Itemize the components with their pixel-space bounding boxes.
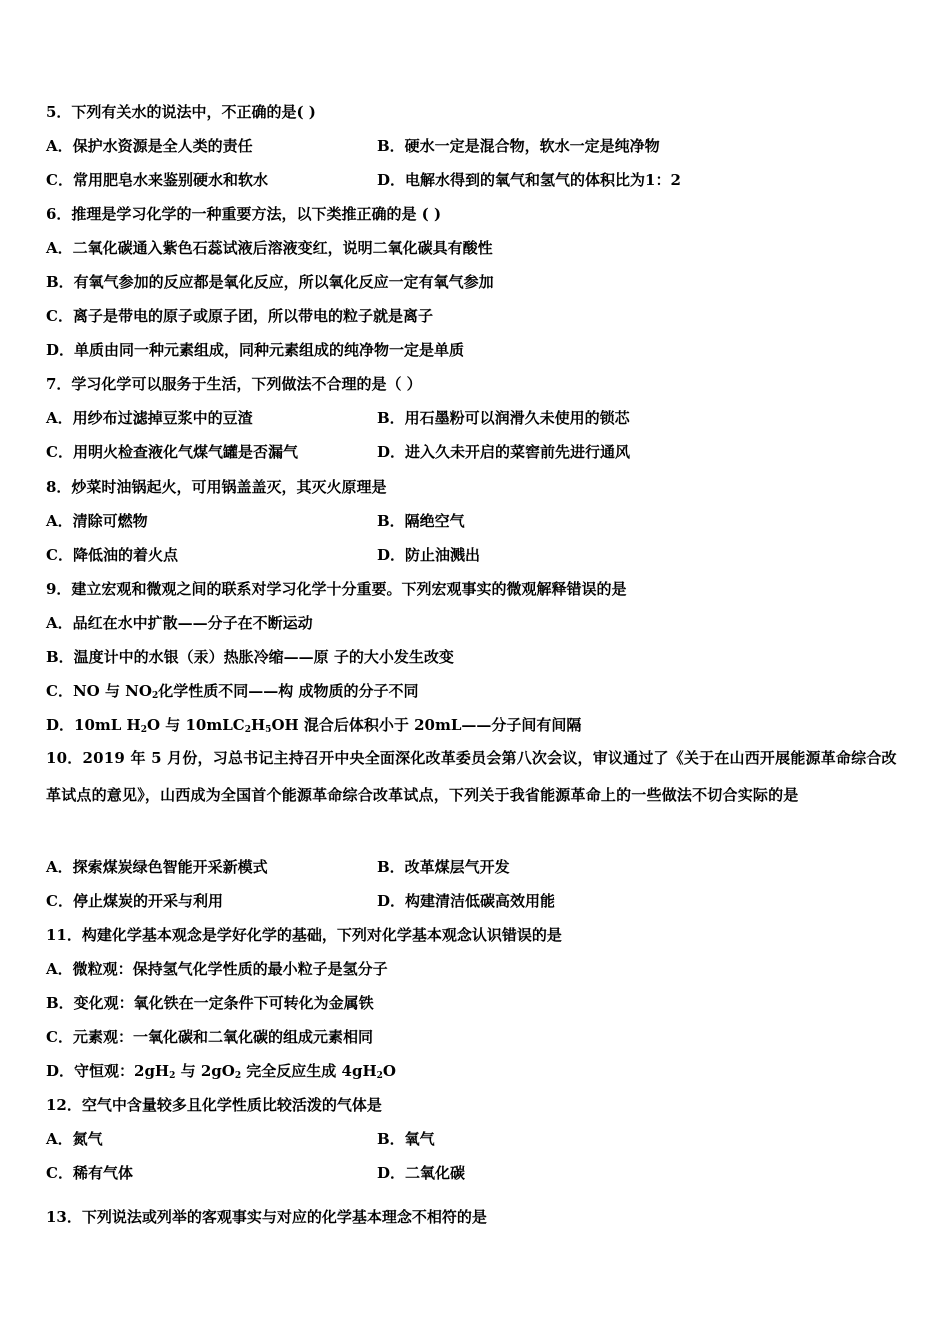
q7-option-a: A．用纱布过滤掉豆浆中的豆渣 <box>46 409 253 427</box>
q12-options-row-1 <box>46 1129 906 1149</box>
q10-options-row-2 <box>46 891 906 911</box>
q12-options-row-2 <box>46 1163 906 1183</box>
q5-options-row-1 <box>46 136 906 156</box>
q5-stem: 5．下列有关水的说法中，不正确的是( ) <box>46 103 316 121</box>
q8-option-a: A．清除可燃物 <box>46 512 148 530</box>
q6-option-d: D．单质由同一种元素组成，同种元素组成的纯净物一定是单质 <box>46 341 465 359</box>
q10-option-a: A．探索煤炭绿色智能开采新模式 <box>46 858 268 876</box>
q9-option-d-text-2: O 与 10mLC <box>146 716 245 734</box>
q7-options-row-1 <box>46 408 906 428</box>
q10-options-row-1 <box>46 857 906 877</box>
q9-option-c-subscript: 2 <box>151 691 159 701</box>
q11-option-d-text-3: 完全反应生成 4gH <box>241 1062 377 1080</box>
q9-option-c-text: C．NO 与 NO <box>46 682 152 700</box>
q7-option-c: C．用明火检查液化气煤气罐是否漏气 <box>46 443 298 461</box>
q12-option-c: C．稀有气体 <box>46 1164 133 1182</box>
q5-options-row-2 <box>46 170 906 190</box>
q8-options-row-1 <box>46 511 906 531</box>
q9-option-d-text-1: D．10mL H <box>46 716 141 734</box>
q12-stem: 12．空气中含量较多且化学性质比较活泼的气体是 <box>46 1096 382 1114</box>
q11-stem: 11．构建化学基本观念是学好化学的基础，下列对化学基本观念认识错误的是 <box>46 926 562 944</box>
q5-option-d: D．电解水得到的氧气和氢气的体积比为1：2 <box>377 171 681 189</box>
q5-option-a: A．保护水资源是全人类的责任 <box>46 137 253 155</box>
q10-option-b: B．改革煤层气开发 <box>377 858 510 876</box>
q6-option-b: B．有氧气参加的反应都是氧化反应，所以氧化反应一定有氧气参加 <box>46 273 494 291</box>
q7-stem: 7．学习化学可以服务于生活，下列做法不合理的是（ ） <box>46 375 422 393</box>
q11-option-d-text-1: D．守恒观：2gH <box>46 1062 170 1080</box>
q9-option-a: A．品红在水中扩散——分子在不断运动 <box>46 614 313 632</box>
q11-option-d-sub-3: 2 <box>376 1071 383 1081</box>
q11-option-d-sub-1: 2 <box>169 1071 176 1081</box>
q11-option-a: A．微粒观：保持氢气化学性质的最小粒子是氢分子 <box>46 960 388 978</box>
q11-option-b: B．变化观：氧化铁在一定条件下可转化为金属铁 <box>46 994 374 1012</box>
q10-option-d: D．构建清洁低碳高效用能 <box>377 892 556 910</box>
q9-stem: 9．建立宏观和微观之间的联系对学习化学十分重要。下列宏观事实的微观解释错误的是 <box>46 580 627 598</box>
q12-option-b: B．氧气 <box>377 1130 435 1148</box>
q12-option-d: D．二氧化碳 <box>377 1164 466 1182</box>
q5-option-c: C．常用肥皂水来鉴别硬水和软水 <box>46 171 268 189</box>
q9-option-c-text-2: 化学性质不同——构 成物质的分子不同 <box>158 682 419 700</box>
q7-option-b: B．用石墨粉可以润滑久未使用的锁芯 <box>377 409 630 427</box>
q10-stem: 10．2019 年 5 月份，习总书记主持召开中央全面深化改革委员会第八次会议，审议通过了《关于在山西开展能源革命综合改革试点的意见》，山西成为全国首个能源革命综合改革试点，下列关于我省能源革命上的一些做法不切合实际的是 <box>46 749 897 804</box>
q7-option-d: D．进入久未开启的菜窖前先进行通风 <box>377 443 631 461</box>
q11-option-d <box>46 1061 396 1086</box>
q9-option-d-sub-3: 5 <box>265 725 272 735</box>
q11-option-d-text-2: 与 2gO <box>175 1062 235 1080</box>
q9-option-c <box>46 681 418 706</box>
q8-option-c: C．降低油的着火点 <box>46 546 178 564</box>
q11-option-c: C．元素观：一氧化碳和二氧化碳的组成元素相同 <box>46 1028 373 1046</box>
q9-option-d-text-3: H <box>250 716 266 734</box>
q9-option-d <box>46 715 581 740</box>
q6-option-a: A．二氧化碳通入紫色石蕊试液后溶液变红，说明二氧化碳具有酸性 <box>46 239 493 257</box>
q6-option-c: C．离子是带电的原子或原子团，所以带电的粒子就是离子 <box>46 307 433 325</box>
q9-option-b: B．温度计中的水银（汞）热胀冷缩——原 子的大小发生改变 <box>46 648 454 666</box>
q9-option-d-sub-1: 2 <box>140 725 147 735</box>
q13-stem: 13．下列说法或列举的客观事实与对应的化学基本理念不相符的是 <box>46 1208 487 1226</box>
q8-option-d: D．防止油溅出 <box>377 546 481 564</box>
q7-options-row-2 <box>46 442 906 462</box>
q11-option-d-sub-2: 2 <box>234 1071 242 1081</box>
q8-stem: 8．炒菜时油锅起火，可用锅盖盖灭，其灭火原理是 <box>46 478 387 496</box>
q12-option-a: A．氮气 <box>46 1130 103 1148</box>
q8-option-b: B．隔绝空气 <box>377 512 465 530</box>
q9-option-d-sub-2: 2 <box>244 725 251 735</box>
q9-option-d-text-4: OH 混合后体积小于 20mL——分子间有间隔 <box>271 716 582 734</box>
q8-options-row-2 <box>46 545 906 565</box>
q10-option-c: C．停止煤炭的开采与利用 <box>46 892 223 910</box>
q11-option-d-text-4: O <box>382 1062 396 1080</box>
q5-option-b: B．硬水一定是混合物，软水一定是纯净物 <box>377 137 660 155</box>
q6-stem: 6．推理是学习化学的一种重要方法，以下类推正确的是 ( ) <box>46 205 442 223</box>
